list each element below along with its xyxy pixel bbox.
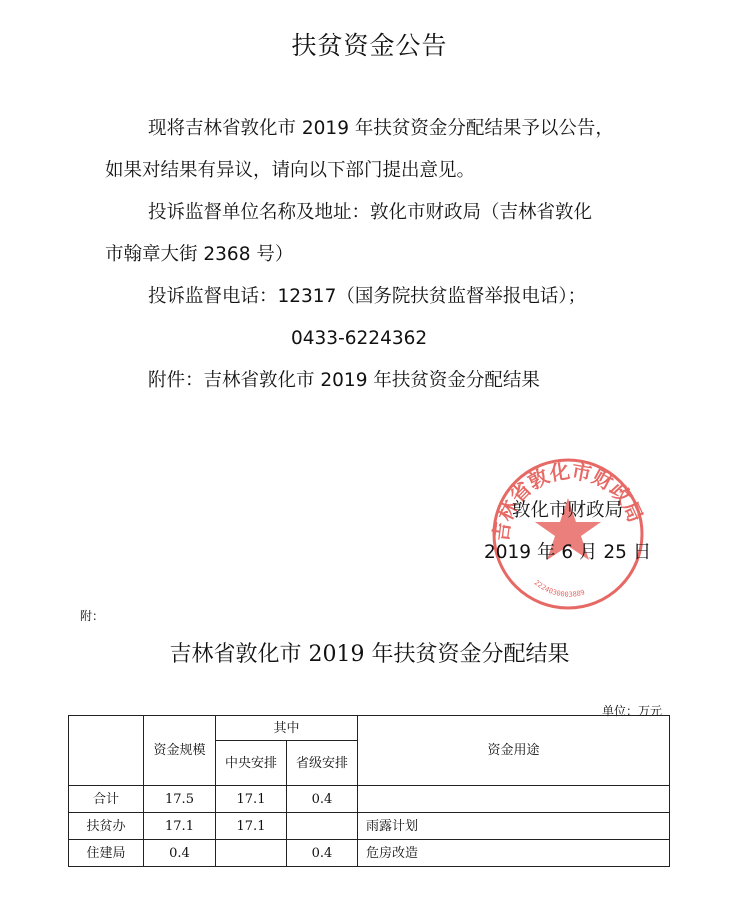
row-usage: [358, 786, 670, 813]
paragraph-phone-line1: 投诉监督电话：12317（国务院扶贫监督举报电话）；: [148, 286, 587, 307]
seal-text: 吉林省敦化市财政局: [488, 458, 648, 544]
svg-text:2224030003889: [533, 579, 586, 599]
row-central: 17.1: [216, 786, 287, 813]
row-central: [216, 840, 287, 867]
row-name: 住建局: [69, 840, 144, 867]
notice-title: 扶贫资金公告: [291, 31, 448, 60]
row-scale: 0.4: [144, 840, 216, 867]
row-name: 扶贫办: [69, 813, 144, 840]
attachment-title: 吉林省敦化市 2019 年扶贫资金分配结果: [169, 642, 570, 667]
paragraph-complaint-unit-line2: 市翰章大街 2368 号）: [105, 244, 294, 265]
attachment-label: 附：: [80, 609, 105, 623]
header-provincial: 省级安排: [287, 741, 358, 786]
row-provincial: [287, 813, 358, 840]
row-central: 17.1: [216, 813, 287, 840]
row-name: 合计: [69, 786, 144, 813]
seal-code: 2224030003889: [532, 578, 586, 599]
row-provincial: 0.4: [287, 786, 358, 813]
signature-date: 2019 年 6 月 25 日: [484, 542, 652, 563]
paragraph-intro-line2: 如果对结果有异议，请向以下部门提出意见。: [105, 160, 476, 181]
signature-org: 敦化市财政局: [512, 500, 624, 521]
header-of-which: 其中: [216, 716, 358, 741]
row-scale: 17.5: [144, 786, 216, 813]
paragraph-attachment-note: 附件：吉林省敦化市 2019 年扶贫资金分配结果: [148, 370, 540, 391]
paragraph-phone-line2: 0433-6224362: [291, 328, 428, 349]
row-provincial: 0.4: [287, 840, 358, 867]
table-row: [69, 840, 670, 867]
row-usage: 危房改造: [358, 840, 670, 867]
table-row: [69, 813, 670, 840]
official-seal: [488, 456, 648, 612]
paragraph-complaint-unit-line1: 投诉监督单位名称及地址：敦化市财政局（吉林省敦化: [148, 202, 593, 223]
unit-label: 单位：万元: [602, 704, 663, 718]
row-usage: 雨露计划: [358, 813, 670, 840]
header-usage: 资金用途: [358, 716, 670, 786]
header-central: 中央安排: [216, 741, 287, 786]
paragraph-intro-line1: 现将吉林省敦化市 2019 年扶贫资金分配结果予以公告，: [148, 118, 614, 139]
header-blank: [69, 716, 144, 786]
allocation-table: [68, 715, 670, 867]
header-scale: 资金规模: [144, 716, 216, 786]
table-row: [69, 786, 670, 813]
row-scale: 17.1: [144, 813, 216, 840]
